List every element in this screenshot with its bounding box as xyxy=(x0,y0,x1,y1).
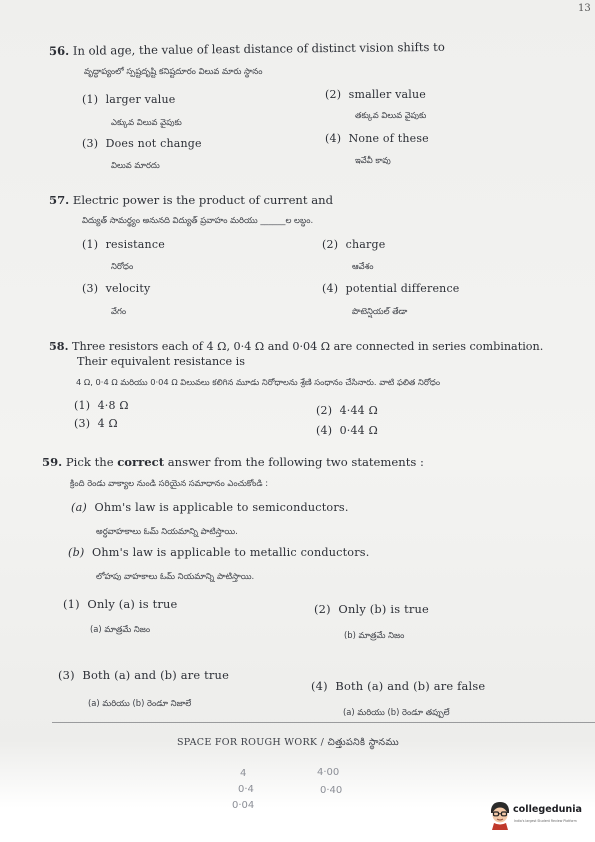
option-number: (1) xyxy=(63,597,80,611)
brand-name: collegedunia xyxy=(513,804,583,815)
statement-a-telugu: అర్ధవాహకాలు ఓమ్ నియమాన్ని పాటిస్తాయి. xyxy=(96,526,238,536)
option-text: charge xyxy=(345,238,386,251)
question-text: Electric power is the product of current and xyxy=(72,193,334,207)
option-text: 0·44 Ω xyxy=(339,424,378,437)
brand-tagline: India's largest Student Review Platform xyxy=(514,819,577,823)
option-text: 4·8 Ω xyxy=(97,399,129,412)
question-59 xyxy=(42,455,424,469)
collegedunia-watermark xyxy=(487,798,595,838)
option-59-2[interactable] xyxy=(314,602,429,616)
page-number: 13 xyxy=(578,3,591,14)
question-58 xyxy=(49,339,543,353)
question-number: 58. xyxy=(49,339,69,353)
option-58-4[interactable] xyxy=(316,424,378,437)
rough-scribble: 0·40 xyxy=(320,785,343,796)
option-text: Does not change xyxy=(105,137,202,150)
statement-label: (b) xyxy=(68,546,85,559)
option-56-2-telugu: తక్కువ విలువ వైపుకు xyxy=(355,110,427,120)
question-text-pre: Pick the xyxy=(65,455,114,469)
option-number: (3) xyxy=(58,668,75,682)
option-57-2-telugu: ఆవేశం xyxy=(352,261,374,271)
option-number: (2) xyxy=(322,238,339,251)
option-number: (3) xyxy=(74,417,91,430)
option-58-1[interactable] xyxy=(74,399,129,412)
option-59-2-telugu: (b) మాత్రమే నిజం xyxy=(344,630,405,640)
option-number: (2) xyxy=(316,404,333,417)
rough-work-label: SPACE FOR ROUGH WORK / చిత్తుపనికి స్థానము xyxy=(177,737,400,748)
question-59-telugu: క్రింది రెండు వాక్యాల నుండి సరియైన సమాధానం ఎంచుకోండి : xyxy=(70,478,269,488)
option-56-4[interactable] xyxy=(325,132,429,145)
option-number: (3) xyxy=(82,282,99,295)
question-text: In old age, the value of least distance of distinct vision shifts to xyxy=(72,39,445,58)
option-text: Only (b) is true xyxy=(338,602,429,616)
option-number: (4) xyxy=(322,282,339,295)
option-number: (1) xyxy=(82,238,99,251)
option-text: 4·44 Ω xyxy=(339,404,378,417)
option-56-1[interactable] xyxy=(82,93,176,106)
option-56-1-telugu: ఎక్కువ విలువ వైపుకు xyxy=(111,117,182,127)
option-text: 4 Ω xyxy=(97,417,118,430)
option-56-3-telugu: విలువ మారదు xyxy=(111,160,160,170)
question-text-line1: Three resistors each of 4 Ω, 0·4 Ω and 0·04 Ω are connected in series combination. xyxy=(72,340,544,353)
option-57-4[interactable] xyxy=(322,282,460,295)
option-57-3-telugu: వేగం xyxy=(111,306,127,316)
option-number: (3) xyxy=(82,137,99,150)
statement-b-telugu: లోహపు వాహకాలు ఓమ్ నియమాన్ని పాటిస్తాయి. xyxy=(96,571,255,581)
option-text: Both (a) and (b) are false xyxy=(335,679,486,693)
option-57-2[interactable] xyxy=(322,238,385,251)
question-57-telugu: విద్యుత్ సామర్థ్యం అనునది విద్యుత్ ప్రవాహం మరియు ______ల లబ్ధం. xyxy=(82,215,314,225)
statement-text: Ohm's law is applicable to semiconductors. xyxy=(94,501,349,514)
question-text-post: answer from the following two statements : xyxy=(167,455,424,469)
option-59-1[interactable] xyxy=(63,597,178,611)
option-59-3[interactable] xyxy=(58,668,229,682)
question-56 xyxy=(49,40,445,58)
option-59-1-telugu: (a) మాత్రమే నిజం xyxy=(90,624,151,634)
option-number: (4) xyxy=(311,679,328,693)
option-56-2[interactable] xyxy=(325,88,426,101)
option-number: (1) xyxy=(74,399,91,412)
question-text-bold: correct xyxy=(117,455,165,469)
rough-scribble: 4 xyxy=(240,768,247,779)
option-text: potential difference xyxy=(345,282,460,295)
option-57-4-telugu: పొటెన్షియల్ తేడా xyxy=(352,306,408,316)
question-58-line2: Their equivalent resistance is xyxy=(77,355,245,368)
option-number: (2) xyxy=(314,602,331,616)
option-59-3-telugu: (a) మరియు (b) రెండూ నిజాలే xyxy=(88,698,192,708)
option-number: (1) xyxy=(82,93,99,106)
question-number: 57. xyxy=(49,193,70,207)
rough-scribble: 0·4 xyxy=(238,784,254,795)
statement-label: (a) xyxy=(71,501,87,514)
option-text: None of these xyxy=(348,132,429,145)
option-58-2[interactable] xyxy=(316,404,378,417)
option-56-3[interactable] xyxy=(82,137,202,150)
option-text: resistance xyxy=(105,238,165,251)
rough-scribble: 0·04 xyxy=(232,800,255,811)
option-text: smaller value xyxy=(348,88,427,101)
option-57-1-telugu: నిరోధం xyxy=(111,261,134,271)
divider-line xyxy=(52,722,595,723)
option-57-1[interactable] xyxy=(82,238,165,251)
option-59-4-telugu: (a) మరియు (b) రెండూ తప్పులే xyxy=(343,707,450,717)
option-text: larger value xyxy=(105,93,176,106)
option-number: (2) xyxy=(325,88,342,101)
option-text: Only (a) is true xyxy=(87,597,178,611)
statement-text: Ohm's law is applicable to metallic conductors. xyxy=(92,546,370,559)
statement-b xyxy=(68,546,369,559)
option-text: Both (a) and (b) are true xyxy=(82,668,230,682)
question-number: 56. xyxy=(48,43,70,58)
option-58-3[interactable] xyxy=(74,417,118,430)
option-text: velocity xyxy=(105,282,151,295)
question-56-telugu: వృద్ధాప్యంలో స్పష్టదృష్టి కనిష్టదూరం విలువ మారు స్థానం xyxy=(84,66,263,76)
statement-a xyxy=(71,501,349,514)
option-59-4[interactable] xyxy=(311,679,485,693)
question-58-telugu: 4 Ω, 0·4 Ω మరియు 0·04 Ω విలువలు కలిగిన మూడు నిరోధాలను శ్రేణి సంధానం చేసినారు. వాటి ఫలిత నిరోధం xyxy=(76,377,441,387)
mascot-icon xyxy=(488,800,512,830)
question-number: 59. xyxy=(42,455,63,469)
option-number: (4) xyxy=(325,132,342,145)
question-57 xyxy=(49,193,333,207)
option-57-3[interactable] xyxy=(82,282,150,295)
rough-scribble: 4·00 xyxy=(317,767,340,778)
option-number: (4) xyxy=(316,424,333,437)
option-56-4-telugu: ఇవేవీ కావు xyxy=(355,155,391,165)
